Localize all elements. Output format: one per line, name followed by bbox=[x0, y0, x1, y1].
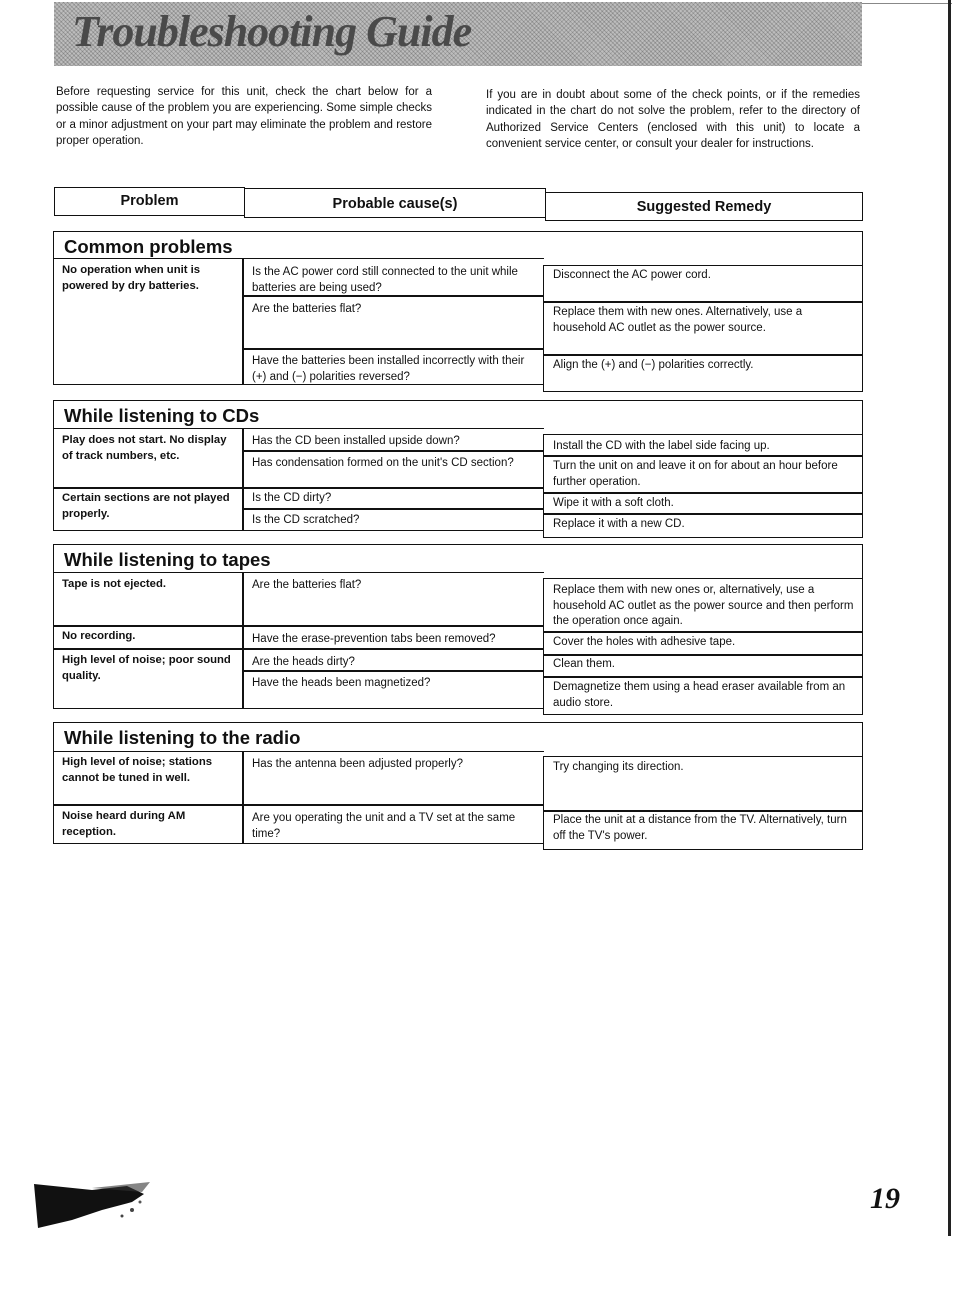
cause-cell: Are the batteries flat? bbox=[252, 303, 362, 315]
cause-cell: Are you operating the unit and a TV set at the same time? bbox=[252, 812, 516, 840]
section-title: Common problems bbox=[53, 231, 863, 266]
remedy-cell: Demagnetize them using a head eraser available from an audio store. bbox=[553, 681, 846, 709]
cause-cell: Have the batteries been installed incorrectly with their (+) and (−) polarities reversed? bbox=[252, 355, 525, 383]
cause-cell: Has condensation formed on the unit's CD section? bbox=[252, 457, 514, 469]
remedy-cell: Replace it with a new CD. bbox=[553, 518, 685, 530]
problem-cell: Play does not start. No display of track numbers, etc. bbox=[62, 434, 227, 462]
section-cds bbox=[53, 400, 863, 538]
remedy-cell: Turn the unit on and leave it on for about an hour before further operation. bbox=[553, 460, 838, 488]
top-rule bbox=[862, 3, 952, 4]
problem-cell: Noise heard during AM reception. bbox=[62, 810, 186, 838]
remedy-cell: Clean them. bbox=[553, 658, 616, 670]
remedy-cell: Try changing its direction. bbox=[553, 761, 684, 773]
cause-cell: Have the erase-prevention tabs been removed? bbox=[252, 633, 496, 645]
cause-cell: Has the antenna been adjusted properly? bbox=[252, 758, 463, 770]
section-title: While listening to tapes bbox=[53, 544, 863, 580]
remedy-cell: Align the (+) and (−) polarities correctly. bbox=[553, 359, 754, 371]
problem-cell: High level of noise; poor sound quality. bbox=[62, 654, 231, 682]
remedy-cell: Place the unit at a distance from the TV. Alternatively, turn off the TV's power. bbox=[553, 814, 847, 842]
remedy-cell: Install the CD with the label side facing up. bbox=[553, 440, 770, 452]
section-common-problems bbox=[53, 231, 863, 392]
cause-cell: Are the heads dirty? bbox=[252, 656, 355, 668]
problem-cell: No recording. bbox=[62, 630, 136, 642]
cause-cell: Has the CD been installed upside down? bbox=[252, 435, 460, 447]
remedy-cell: Replace them with new ones or, alternatively, use a household AC outlet as the power source and then perform the operation once again. bbox=[553, 584, 854, 627]
title-banner bbox=[54, 2, 862, 66]
cause-cell: Is the AC power cord still connected to the unit while batteries are being used? bbox=[252, 266, 518, 294]
cause-cell: Have the heads been magnetized? bbox=[252, 677, 431, 689]
problem-cell: Certain sections are not played properly. bbox=[62, 492, 230, 520]
table-header bbox=[54, 187, 861, 221]
problem-cell: High level of noise; stations cannot be tuned in well. bbox=[62, 756, 213, 784]
scan-artifact-mark bbox=[32, 1180, 152, 1230]
cause-cell: Is the CD dirty? bbox=[252, 492, 332, 504]
remedy-cell: Cover the holes with adhesive tape. bbox=[553, 636, 736, 648]
intro-left-paragraph: Before requesting service for this unit, check the chart below for a possible cause of the problem you are experiencing. Some simple checks or a minor adjustment on your part may eliminate the problem and restore proper operation. bbox=[56, 86, 432, 147]
remedy-cell: Replace them with new ones. Alternatively, use a household AC outlet as the power source. bbox=[553, 306, 803, 334]
remedy-cell: Disconnect the AC power cord. bbox=[553, 269, 711, 281]
cause-cell: Is the CD scratched? bbox=[252, 514, 360, 526]
section-title: While listening to the radio bbox=[53, 722, 863, 758]
page-title: Troubleshooting Guide bbox=[72, 7, 472, 56]
page-number: 19 bbox=[870, 1182, 900, 1215]
header-probable-cause: Probable cause(s) bbox=[244, 188, 546, 218]
problem-cell: No operation when unit is powered by dry batteries. bbox=[62, 264, 201, 292]
cause-cell: Are the batteries flat? bbox=[252, 579, 362, 591]
header-suggested-remedy: Suggested Remedy bbox=[545, 192, 863, 221]
problem-cell: Tape is not ejected. bbox=[62, 578, 166, 590]
section-title: While listening to CDs bbox=[53, 400, 863, 436]
intro-right-paragraph: If you are in doubt about some of the check points, or if the remedies indicated in the chart do not solve the problem, refer to the directory of Authorized Service Centers (enclosed with this unit) to locate a convenient service center, or consult your dealer for instructions. bbox=[486, 89, 860, 150]
page-edge-bar bbox=[948, 0, 951, 1236]
header-problem: Problem bbox=[54, 187, 245, 216]
section-radio bbox=[53, 722, 863, 850]
remedy-cell: Wipe it with a soft cloth. bbox=[553, 497, 674, 509]
section-tapes bbox=[53, 544, 863, 715]
